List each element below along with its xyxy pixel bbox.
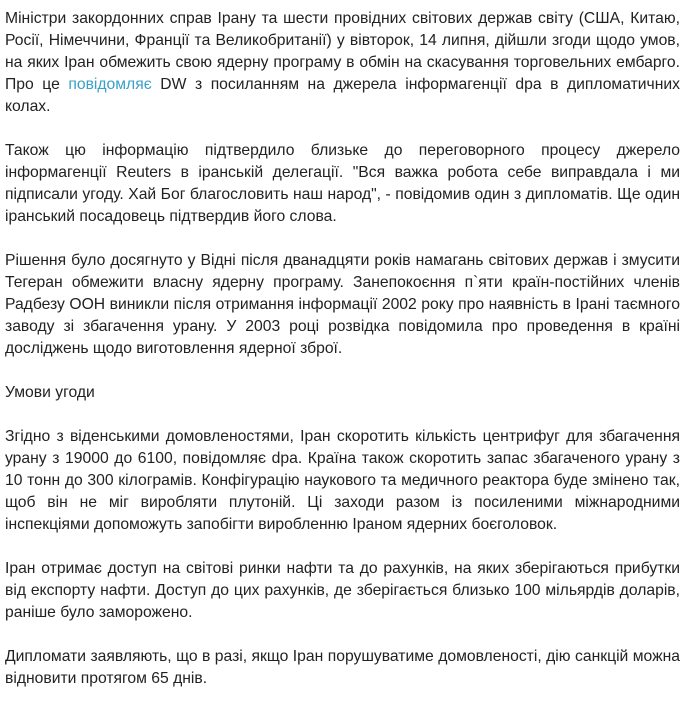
paragraph-1 xyxy=(5,8,680,118)
section-heading-deal-terms: Умови угоди xyxy=(5,384,95,401)
paragraph-6: Дипломати заявляють, що в разі, якщо Іран порушуватиме домовленості, дію санкцій можна відновити протягом 65 днів. xyxy=(5,648,680,687)
source-link-dw[interactable]: повідомляє xyxy=(68,76,152,93)
paragraph-5: Іран отримає доступ на світові ринки нафти та до рахунків, на яких зберігаються прибутки від експорту нафти. Доступ до цих рахунків, де зберігається близько 100 мільярдів доларів, раніше було заморожено. xyxy=(5,560,680,621)
paragraph-1-text-after: DW з посиланням на джерела інформагенції dpa в дипломатичних колах. xyxy=(5,76,680,115)
paragraph-1-text-before: Міністри закордонних справ Ірану та шести провідних світових держав світу (США, Китаю, Росії, Німеччини, Франції та Великобританії) у вівторок, 14 липня, дійшли згоди щодо умов, на яких Іран обмежить свою ядерну програму в обмін на скасування торговельних ембарго. Про це xyxy=(5,10,680,93)
paragraph-2: Також цю інформацію підтвердило близьке до переговорного процесу джерело інформагенції Reuters в іранській делегації. "Вся важка робота себе виправдала і ми підписали угоду. Хай Бог благословить наш народ", - повідомив один з дипломатів. Ще один іранський посадовець підтвердив його слова. xyxy=(5,142,680,225)
paragraph-3: Рішення було досягнуто у Відні після дванадцяти років намагань світових держав і змусити Тегеран обмежити власну ядерну програму. Занепокоєння п`яти країн-постійних членів Радбезу ООН виникли після отримання інформації 2002 року про наявність в Ірані таємного заводу зі збагачення урану. У 2003 році розвідка повідомила про проведення в країні досліджень щодо виготовлення ядерної зброї. xyxy=(5,252,680,357)
paragraph-4: Згідно з віденськими домовленостями, Іран скоротить кількість центрифуг для збагачення урану з 19000 до 6100, повідомляє dpa. Країна також скоротить запас збагаченого урану з 10 тонн до 300 кілограмів. Конфігурацію наукового та медичного реактора буде змінено так, щоб він не міг виробляти плутоній. Ці заходи разом із посиленими міжнародними інспекціями допоможуть запобігти виробленню Іраном ядерних боєголовок. xyxy=(5,428,680,533)
